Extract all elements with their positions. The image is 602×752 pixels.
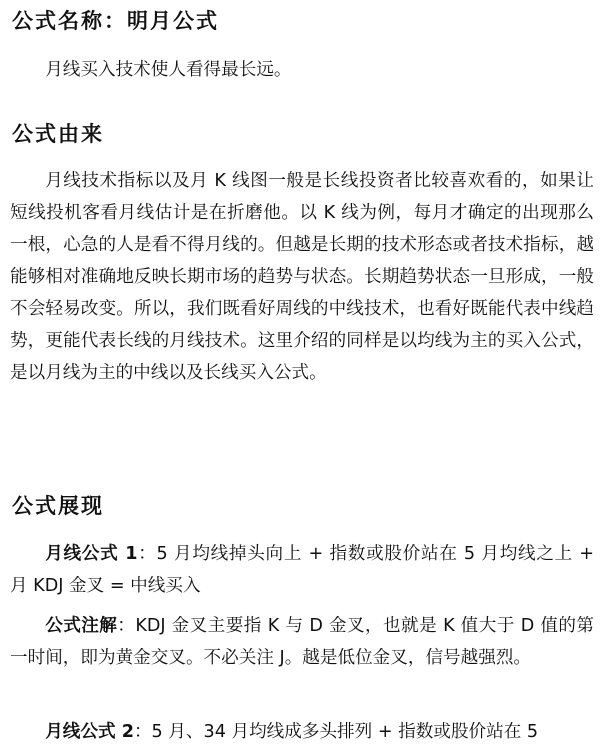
monthly-formula-2-label: 月线公式 2 [45,722,134,742]
formula-note-label: 公式注解 [45,616,118,636]
formula-origin-paragraph: 月线技术指标以及月 K 线图一般是长线投资者比较喜欢看的，如果让短线投机客看月线估计是在折磨他。以 K 线为例，每月才确定的出现那么一根，心急的人是看不得月线的。但越是长期的技术形态或者技术指标，越能够相对准确地反映长期市场的趋势与状态。长期趋势状态一旦形成，一般不会轻易改变。所以，我们既看好周线的中线技术，也看好既能代表中线趋势，更能代表长线的月线技术。这里介绍的同样是以均线为主的买入公式，是以月线为主的中线以及长线买入公式。 [10,171,594,383]
formula-origin-heading: 公式由来 [12,122,104,146]
monthly-formula-1-label: 月线公式 1 [45,544,138,564]
monthly-formula-2 [10,716,594,748]
formula-note [10,610,594,674]
formula-note-text: ：KDJ 金叉主要指 K 与 D 金叉，也就是 K 值大于 D 值的第一时间，即为黄金交叉。不必关注 J。越是低位金叉，信号越强烈。 [10,616,594,668]
formula-name-description: 月线买入技术使人看得最长远。 [45,60,292,80]
monthly-formula-1 [10,538,594,602]
monthly-formula-1-text: ：5 月均线掉头向上 + 指数或股价站在 5 月均线之上 + 月 KDJ 金叉 = 中线买入 [10,544,594,596]
monthly-formula-2-text: ：5 月、34 月均线成多头排列 + 指数或股价站在 5 [133,722,539,742]
formula-name-heading: 公式名称：明月公式 [12,9,219,33]
formula-display-heading: 公式展现 [12,494,104,518]
